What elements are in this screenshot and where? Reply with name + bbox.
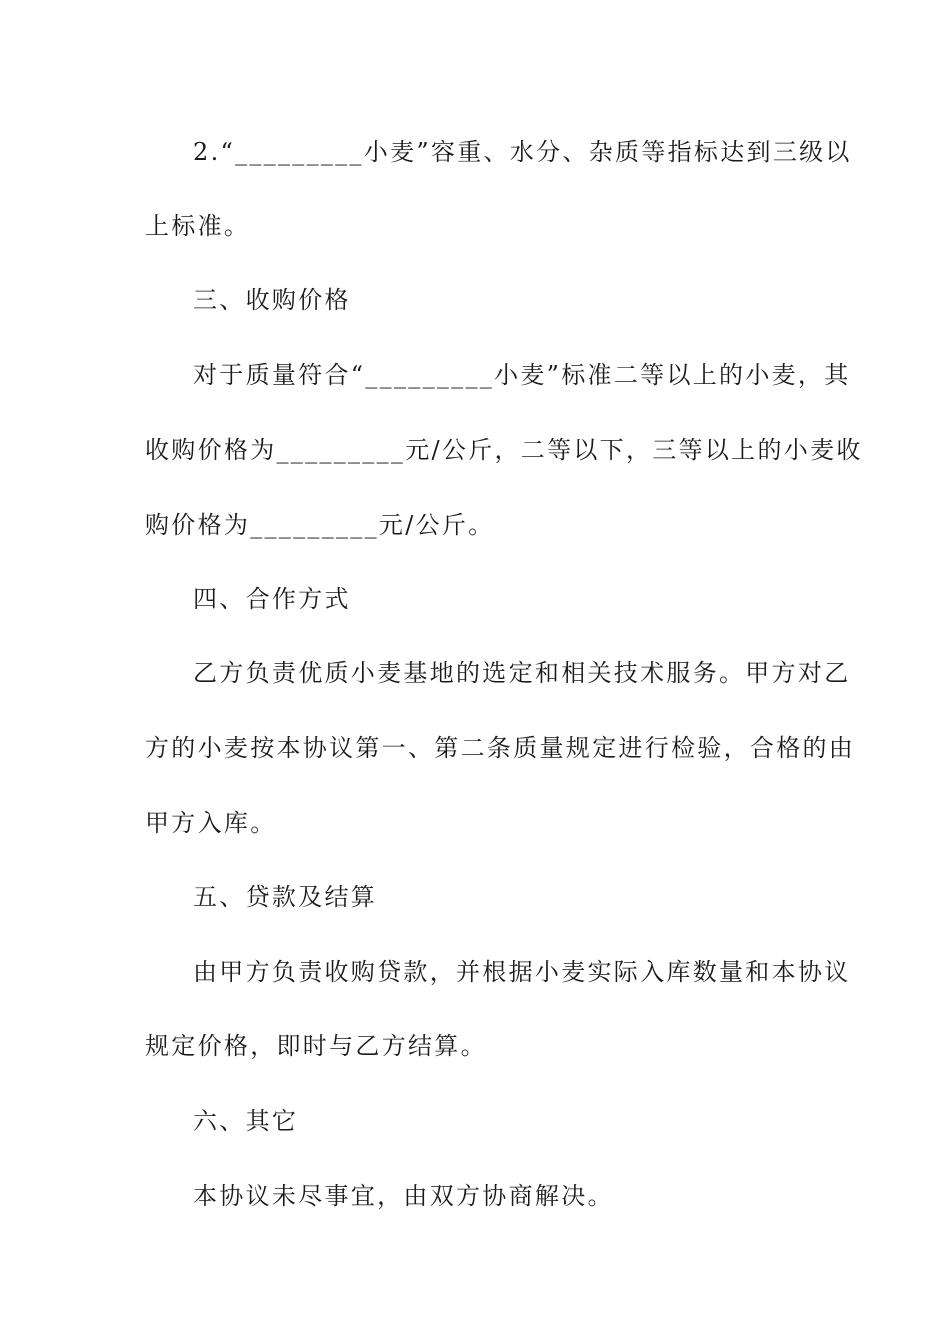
purchase-price-para-line-3: 购价格为_________元/公斤。 xyxy=(145,511,495,539)
other-para-line-1: 本协议未尽事宜，由双方协商解决。 xyxy=(193,1182,614,1210)
clause-2-quality-line-1: 2.“_________小麦”容重、水分、杂质等指标达到三级以 xyxy=(193,138,852,166)
cooperation-para-line-3: 甲方入库。 xyxy=(145,809,277,837)
clause-2-quality-line-2: 上标准。 xyxy=(145,212,251,240)
cooperation-para-line-1: 乙方负责优质小麦基地的选定和相关技术服务。甲方对乙 xyxy=(193,659,851,687)
section-heading-cooperation: 四、合作方式 xyxy=(193,585,351,613)
section-heading-other: 六、其它 xyxy=(193,1107,299,1135)
loan-settlement-para-line-2: 规定价格，即时与乙方结算。 xyxy=(145,1032,487,1060)
section-heading-purchase-price: 三、收购价格 xyxy=(193,286,351,314)
purchase-price-para-line-2: 收购价格为_________元/公斤，二等以下，三等以上的小麦收 xyxy=(145,436,863,464)
section-heading-loan-settlement: 五、贷款及结算 xyxy=(193,883,378,911)
cooperation-para-line-2: 方的小麦按本协议第一、第二条质量规定进行检验，合格的由 xyxy=(145,734,856,762)
loan-settlement-para-line-1: 由甲方负责收购贷款，并根据小麦实际入库数量和本协议 xyxy=(193,958,851,986)
purchase-price-para-line-1: 对于质量符合“_________小麦”标准二等以上的小麦，其 xyxy=(193,361,851,389)
